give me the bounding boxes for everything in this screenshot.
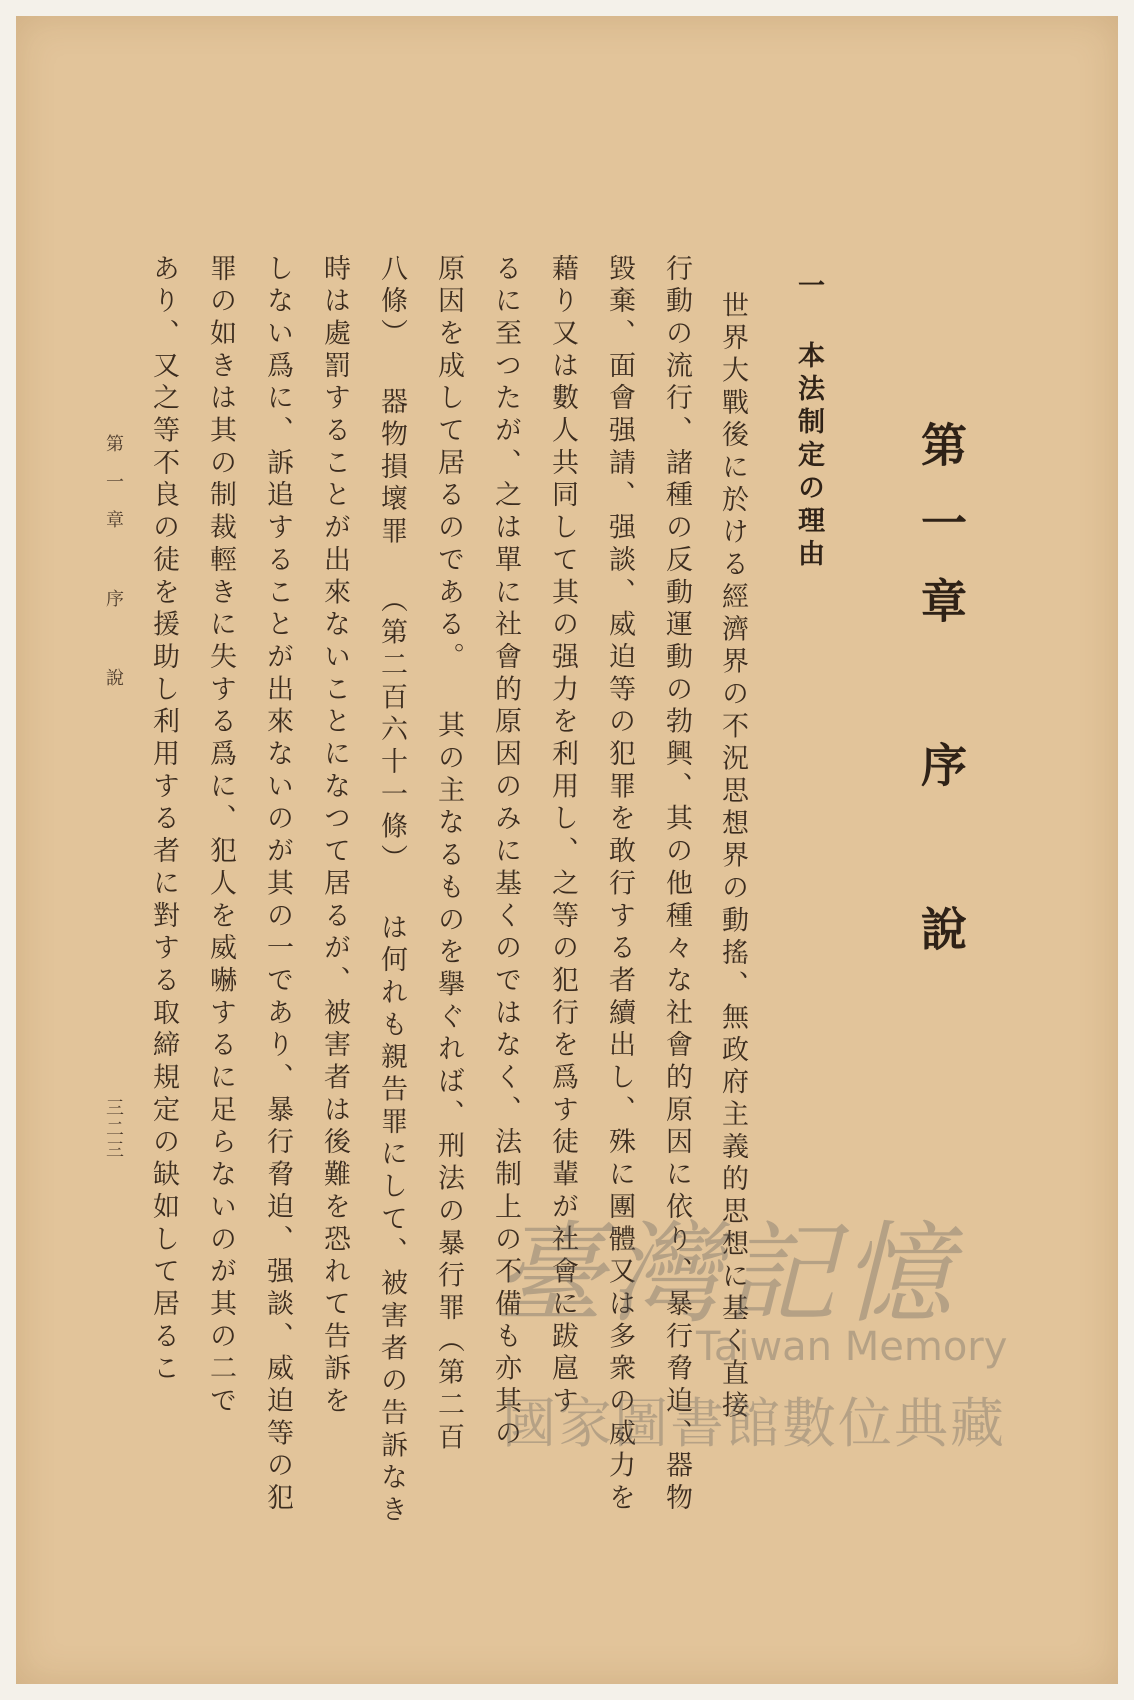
- body-column-9: しない爲に、訴追することが出來ないのが其の一であり、暴行脅迫、强談、威迫等の犯: [262, 254, 293, 1516]
- body-column-6: 原因を成して居るのである。 其の主なるものを擧ぐれば、刑法の暴行罪（第二百: [433, 254, 464, 1455]
- body-column-5: るに至つたが、之は單に社會的原因のみに基くのではなく、法制上の不備も亦其の: [490, 254, 521, 1451]
- watermark-calligraphy: 臺灣記憶: [494, 1210, 958, 1338]
- body-column-4: 藉り又は數人共同して其の强力を利用し、之等の犯行を爲す徒輩が社會に跋扈す: [547, 254, 578, 1419]
- watermark-english: Taiwan Memory: [696, 1324, 1008, 1370]
- body-column-1: 世界大戰後に於ける經濟界の不況思想界の動搖、無政府主義的思想に基く直接: [717, 291, 748, 1424]
- body-column-8: 時は處罰することが出來ないことになつて居るが、被害者は後難を恐れて告訴を: [319, 254, 350, 1419]
- running-head: 第一章 序 說: [103, 434, 124, 706]
- body-column-3: 毀棄、面會强請、强談、威迫等の犯罪を敢行する者續出し、殊に團體又は多衆の威力を: [604, 254, 635, 1516]
- body-column-11: あり、又之等不良の徒を援助し利用する者に對する取締規定の缺如して居るこ: [148, 254, 179, 1387]
- book-page: [16, 16, 1118, 1684]
- body-column-10: 罪の如きは其の制裁輕きに失する爲に、犯人を威嚇するに足らないのが其の二で: [205, 254, 236, 1419]
- body-column-2: 行動の流行、諸種の反動運動の勃興、其の他種々な社會的原因に依り、暴行脅迫、器物: [661, 254, 692, 1516]
- watermark-chinese: 國家圖書館數位典藏: [502, 1392, 1006, 1455]
- section-heading: 一 本法制定の理由: [793, 271, 824, 572]
- body-column-7: 八條） 器物損壞罪 （第二百六十一條） は何れも親告罪にして、被害者の告訴なき: [376, 254, 407, 1528]
- page-number: 三二三: [103, 1098, 124, 1161]
- chapter-title: 第一章 序 說: [914, 421, 968, 983]
